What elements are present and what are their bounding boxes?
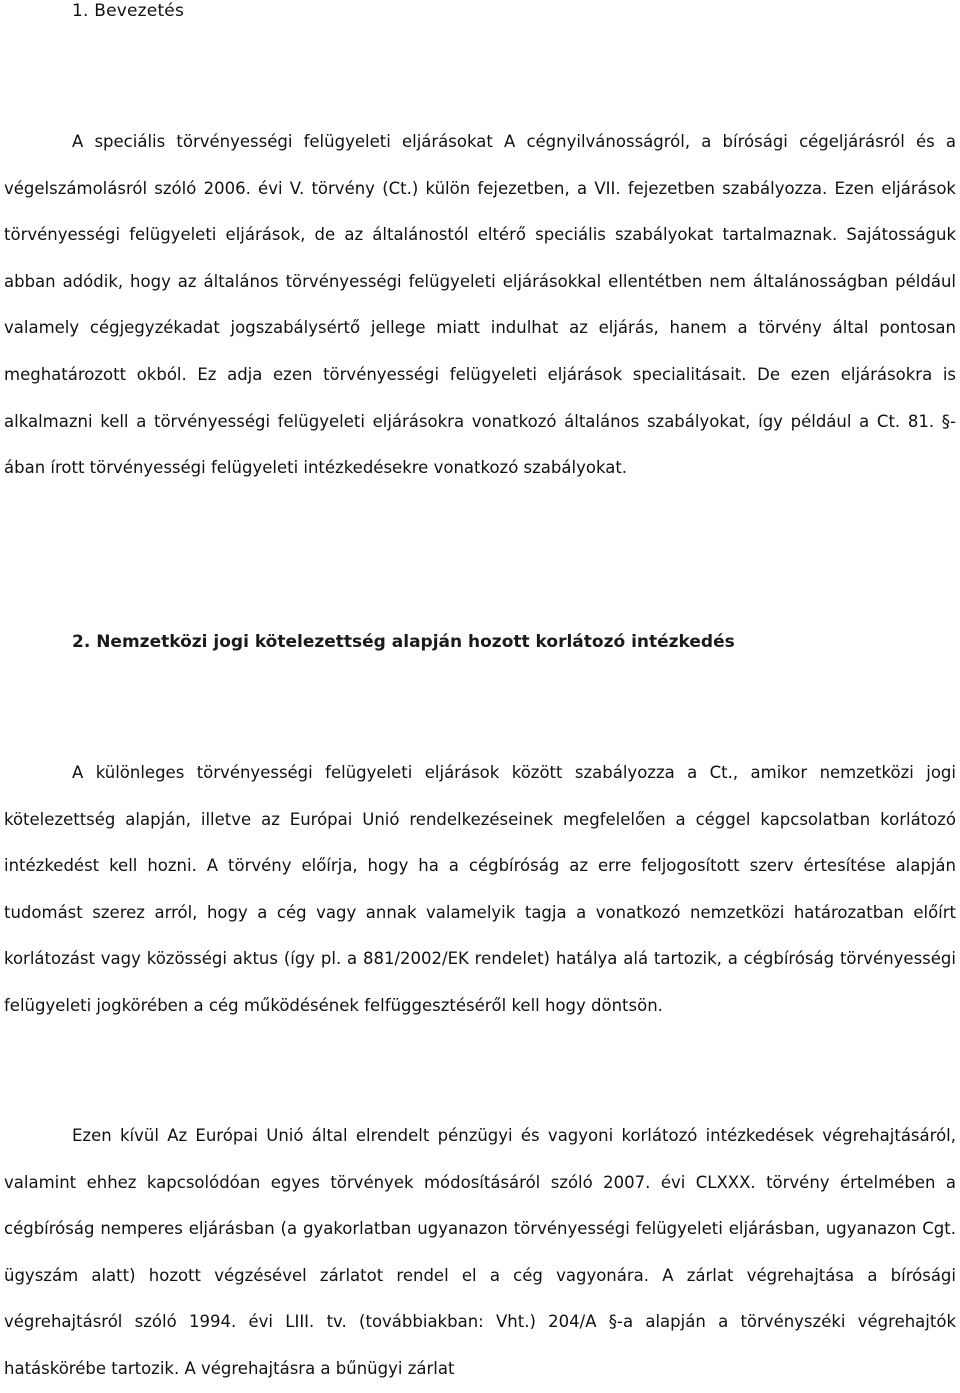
section-2-paragraph-2: Ezen kívül Az Európai Unió által elrendelt pénzügyi és vagyoni korlátozó intézkedések végrehajtásáról, valamint ehhez kapcsolódóan egyes törvények módosításáról szóló 2007. évi CLXXX. törvény értelmében a cégbíróság nemperes eljárásban (a gyakorlatban ugyanazon törvényességi felügyeleti eljárásban, ugyanazon Cgt. ügyszám alatt) hozott végzésével zárlatot rendel el a cég vagyonára. A zárlat végrehajtása a bírósági végrehajtásról szóló 1994. évi LIII. tv. (továbbiakban: Vht.) 204/A §-a alapján a törvényszéki végrehajtók hatáskörébe tartozik. A végrehajtásra a bűnügyi zárlat — [4, 1126, 956, 1378]
section-1-paragraph-1: A speciális törvényességi felügyeleti eljárásokat A cégnyilvánosságról, a bírósági cégeljárásról és a végelszámolásról szóló 2006. évi V. törvény (Ct.) külön fejezetben, a VII. fejezetben szabályozza. Ezen eljárások törvényességi felügyeleti eljárások, de az általánostól eltérő speciális szabályokat tartalmaznak. Sajátosságuk abban adódik, hogy az általános törvényességi felügyeleti eljárásokkal ellentétben nem általánosságban például valamely cégjegyzékadat jogszabálysértő jellege miatt indulhat az eljárás, hanem a törvény által pontosan meghatározott okból. Ez adja ezen törvényességi felügyeleti eljárások specialitásait. De ezen eljárásokra is alkalmazni kell a törvényességi felügyeleti eljárásokra vonatkozó általános szabályokat, így például a Ct. 81. §-ában írott törvényességi felügyeleti intézkedésekre vonatkozó szabályokat. — [4, 132, 956, 478]
section-2-paragraph-1: A különleges törvényességi felügyeleti eljárások között szabályozza a Ct., amikor nemzetközi jogi kötelezettség alapján, illetve az Európai Unió rendelkezéseinek megfelelően a céggel kapcsolatban korlátozó intézkedést kell hozni. A törvény előírja, hogy ha a cégbíróság az erre feljogosított szerv értesítése alapján tudomást szerez arról, hogy a cég vagy annak valamelyik tagja a vonatkozó nemzetközi határozatban előírt korlátozást vagy közösségi aktus (így pl. a 881/2002/EK rendelet) hatálya alá tartozik, a cégbíróság törvényességi felügyeleti jogkörében a cég működésének felfüggesztéséről kell hogy döntsön. — [4, 763, 956, 1015]
section-2-heading: 2. Nemzetközi jogi kötelezettség alapján hozott korlátozó intézkedés — [72, 632, 735, 652]
section-1-heading: 1. Bevezetés — [72, 1, 185, 21]
